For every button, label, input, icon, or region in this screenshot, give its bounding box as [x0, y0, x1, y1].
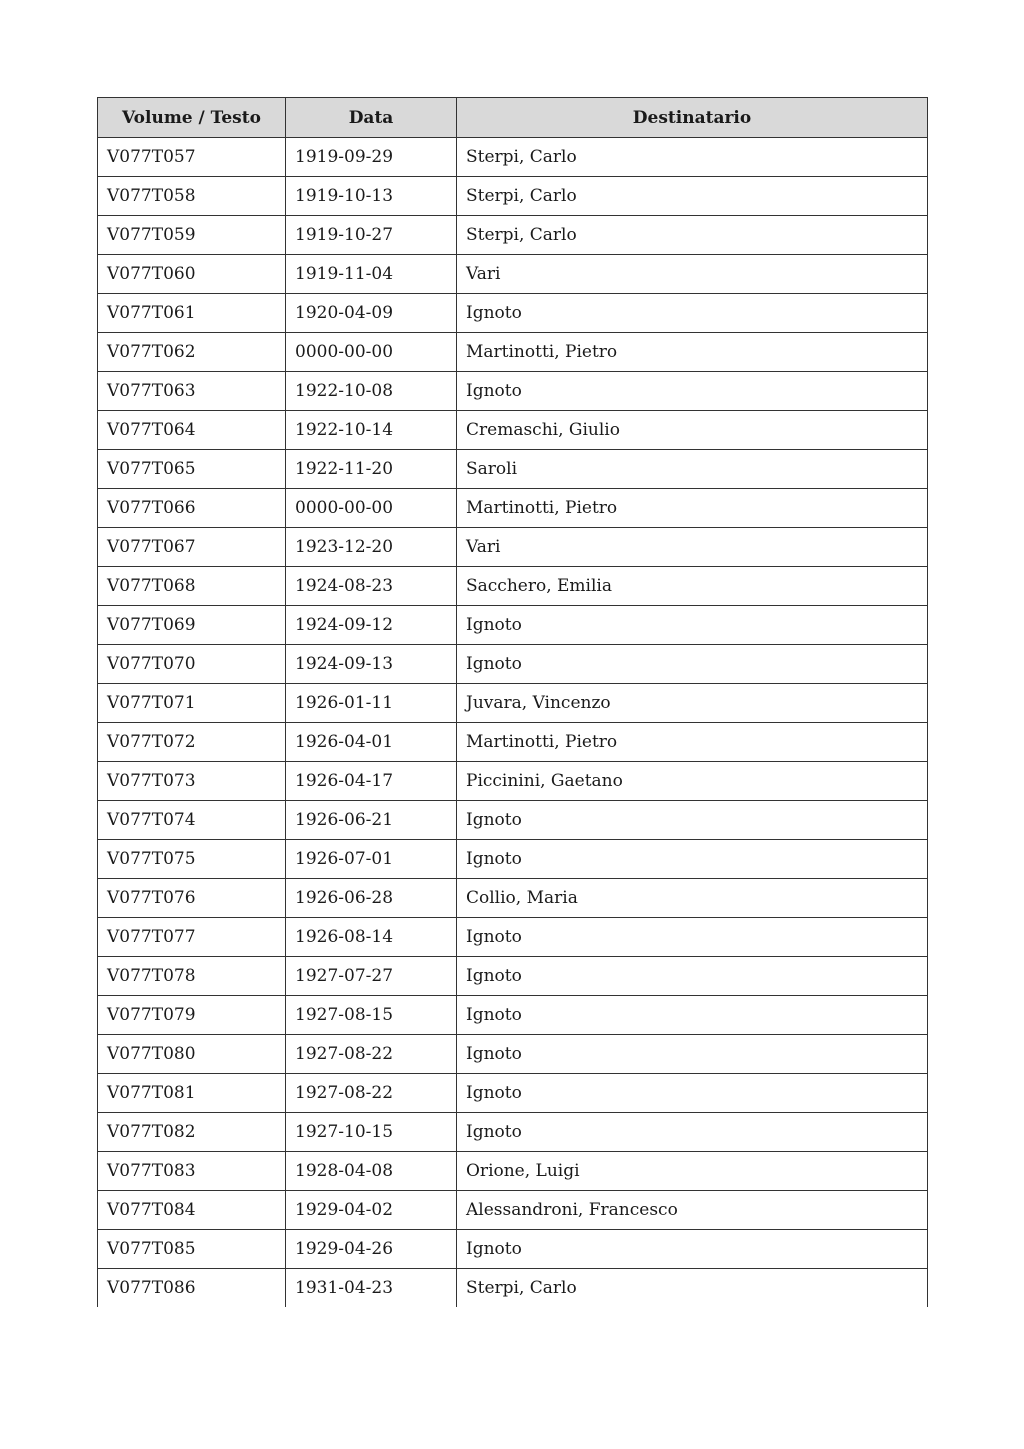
cell-volume-testo: V077T071 [98, 684, 286, 723]
cell-destinatario: Ignoto [457, 1074, 928, 1113]
cell-data: 1926-06-21 [286, 801, 457, 840]
table-row [98, 1269, 928, 1308]
cell-destinatario: Martinotti, Pietro [457, 333, 928, 372]
cell-data: 1927-08-22 [286, 1035, 457, 1074]
cell-volume-testo: V077T058 [98, 177, 286, 216]
cell-destinatario: Ignoto [457, 294, 928, 333]
header-destinatario: Destinatario [457, 98, 928, 138]
cell-volume-testo: V077T076 [98, 879, 286, 918]
cell-volume-testo: V077T067 [98, 528, 286, 567]
table-row [98, 645, 928, 684]
cell-data: 0000-00-00 [286, 333, 457, 372]
cell-data: 1927-08-15 [286, 996, 457, 1035]
cell-volume-testo: V077T081 [98, 1074, 286, 1113]
cell-data: 1919-10-27 [286, 216, 457, 255]
cell-volume-testo: V077T083 [98, 1152, 286, 1191]
cell-volume-testo: V077T086 [98, 1269, 286, 1308]
cell-destinatario: Vari [457, 528, 928, 567]
table-row [98, 1113, 928, 1152]
cell-destinatario: Ignoto [457, 372, 928, 411]
cell-volume-testo: V077T065 [98, 450, 286, 489]
cell-volume-testo: V077T068 [98, 567, 286, 606]
cell-destinatario: Ignoto [457, 840, 928, 879]
cell-destinatario: Sterpi, Carlo [457, 1269, 928, 1308]
cell-data: 1922-10-08 [286, 372, 457, 411]
table-row [98, 255, 928, 294]
table-row [98, 957, 928, 996]
cell-data: 1926-04-01 [286, 723, 457, 762]
cell-volume-testo: V077T059 [98, 216, 286, 255]
table-row [98, 684, 928, 723]
cell-data: 1927-08-22 [286, 1074, 457, 1113]
cell-data: 1927-10-15 [286, 1113, 457, 1152]
header-data: Data [286, 98, 457, 138]
table-header-row [98, 98, 928, 138]
cell-volume-testo: V077T078 [98, 957, 286, 996]
cell-data: 1919-09-29 [286, 138, 457, 177]
cell-volume-testo: V077T062 [98, 333, 286, 372]
cell-data: 1919-11-04 [286, 255, 457, 294]
cell-data: 1924-09-12 [286, 606, 457, 645]
letters-index-table [97, 97, 928, 1307]
cell-data: 1926-07-01 [286, 840, 457, 879]
cell-destinatario: Sterpi, Carlo [457, 138, 928, 177]
cell-volume-testo: V077T066 [98, 489, 286, 528]
cell-destinatario: Cremaschi, Giulio [457, 411, 928, 450]
cell-destinatario: Sterpi, Carlo [457, 177, 928, 216]
cell-data: 0000-00-00 [286, 489, 457, 528]
cell-destinatario: Martinotti, Pietro [457, 489, 928, 528]
table-row [98, 1074, 928, 1113]
cell-data: 1926-08-14 [286, 918, 457, 957]
cell-volume-testo: V077T072 [98, 723, 286, 762]
cell-volume-testo: V077T073 [98, 762, 286, 801]
cell-data: 1927-07-27 [286, 957, 457, 996]
table-row [98, 177, 928, 216]
cell-destinatario: Piccinini, Gaetano [457, 762, 928, 801]
cell-data: 1931-04-23 [286, 1269, 457, 1308]
cell-destinatario: Martinotti, Pietro [457, 723, 928, 762]
cell-destinatario: Ignoto [457, 957, 928, 996]
cell-destinatario: Sacchero, Emilia [457, 567, 928, 606]
cell-data: 1924-08-23 [286, 567, 457, 606]
cell-volume-testo: V077T082 [98, 1113, 286, 1152]
cell-destinatario: Sterpi, Carlo [457, 216, 928, 255]
cell-data: 1923-12-20 [286, 528, 457, 567]
cell-data: 1922-11-20 [286, 450, 457, 489]
cell-destinatario: Collio, Maria [457, 879, 928, 918]
cell-data: 1926-06-28 [286, 879, 457, 918]
cell-volume-testo: V077T085 [98, 1230, 286, 1269]
table-row [98, 606, 928, 645]
table-row [98, 918, 928, 957]
table-row [98, 762, 928, 801]
table-row [98, 1035, 928, 1074]
table-row [98, 567, 928, 606]
cell-data: 1928-04-08 [286, 1152, 457, 1191]
table-row [98, 723, 928, 762]
cell-data: 1929-04-26 [286, 1230, 457, 1269]
cell-destinatario: Ignoto [457, 801, 928, 840]
table-row [98, 372, 928, 411]
cell-destinatario: Saroli [457, 450, 928, 489]
cell-volume-testo: V077T063 [98, 372, 286, 411]
table-row [98, 1152, 928, 1191]
table-row [98, 1230, 928, 1269]
table-row [98, 411, 928, 450]
cell-volume-testo: V077T075 [98, 840, 286, 879]
cell-destinatario: Juvara, Vincenzo [457, 684, 928, 723]
cell-volume-testo: V077T064 [98, 411, 286, 450]
cell-volume-testo: V077T061 [98, 294, 286, 333]
cell-volume-testo: V077T060 [98, 255, 286, 294]
cell-data: 1924-09-13 [286, 645, 457, 684]
cell-destinatario: Vari [457, 255, 928, 294]
table-body [98, 138, 928, 1308]
cell-volume-testo: V077T079 [98, 996, 286, 1035]
cell-destinatario: Ignoto [457, 1230, 928, 1269]
table-row [98, 450, 928, 489]
cell-destinatario: Ignoto [457, 996, 928, 1035]
cell-destinatario: Ignoto [457, 1113, 928, 1152]
table-row [98, 528, 928, 567]
cell-volume-testo: V077T077 [98, 918, 286, 957]
table-row [98, 996, 928, 1035]
table-row [98, 1191, 928, 1230]
cell-destinatario: Orione, Luigi [457, 1152, 928, 1191]
cell-volume-testo: V077T084 [98, 1191, 286, 1230]
cell-data: 1920-04-09 [286, 294, 457, 333]
cell-volume-testo: V077T074 [98, 801, 286, 840]
cell-volume-testo: V077T057 [98, 138, 286, 177]
table-row [98, 879, 928, 918]
table-row [98, 138, 928, 177]
table-row [98, 840, 928, 879]
table-row [98, 489, 928, 528]
table-row [98, 216, 928, 255]
cell-data: 1926-01-11 [286, 684, 457, 723]
cell-destinatario: Ignoto [457, 606, 928, 645]
cell-data: 1919-10-13 [286, 177, 457, 216]
cell-volume-testo: V077T069 [98, 606, 286, 645]
cell-destinatario: Alessandroni, Francesco [457, 1191, 928, 1230]
cell-volume-testo: V077T080 [98, 1035, 286, 1074]
cell-data: 1929-04-02 [286, 1191, 457, 1230]
cell-data: 1922-10-14 [286, 411, 457, 450]
cell-destinatario: Ignoto [457, 918, 928, 957]
cell-volume-testo: V077T070 [98, 645, 286, 684]
header-volume-testo: Volume / Testo [98, 98, 286, 138]
table-row [98, 294, 928, 333]
cell-destinatario: Ignoto [457, 645, 928, 684]
cell-data: 1926-04-17 [286, 762, 457, 801]
table-row [98, 801, 928, 840]
cell-destinatario: Ignoto [457, 1035, 928, 1074]
table-row [98, 333, 928, 372]
